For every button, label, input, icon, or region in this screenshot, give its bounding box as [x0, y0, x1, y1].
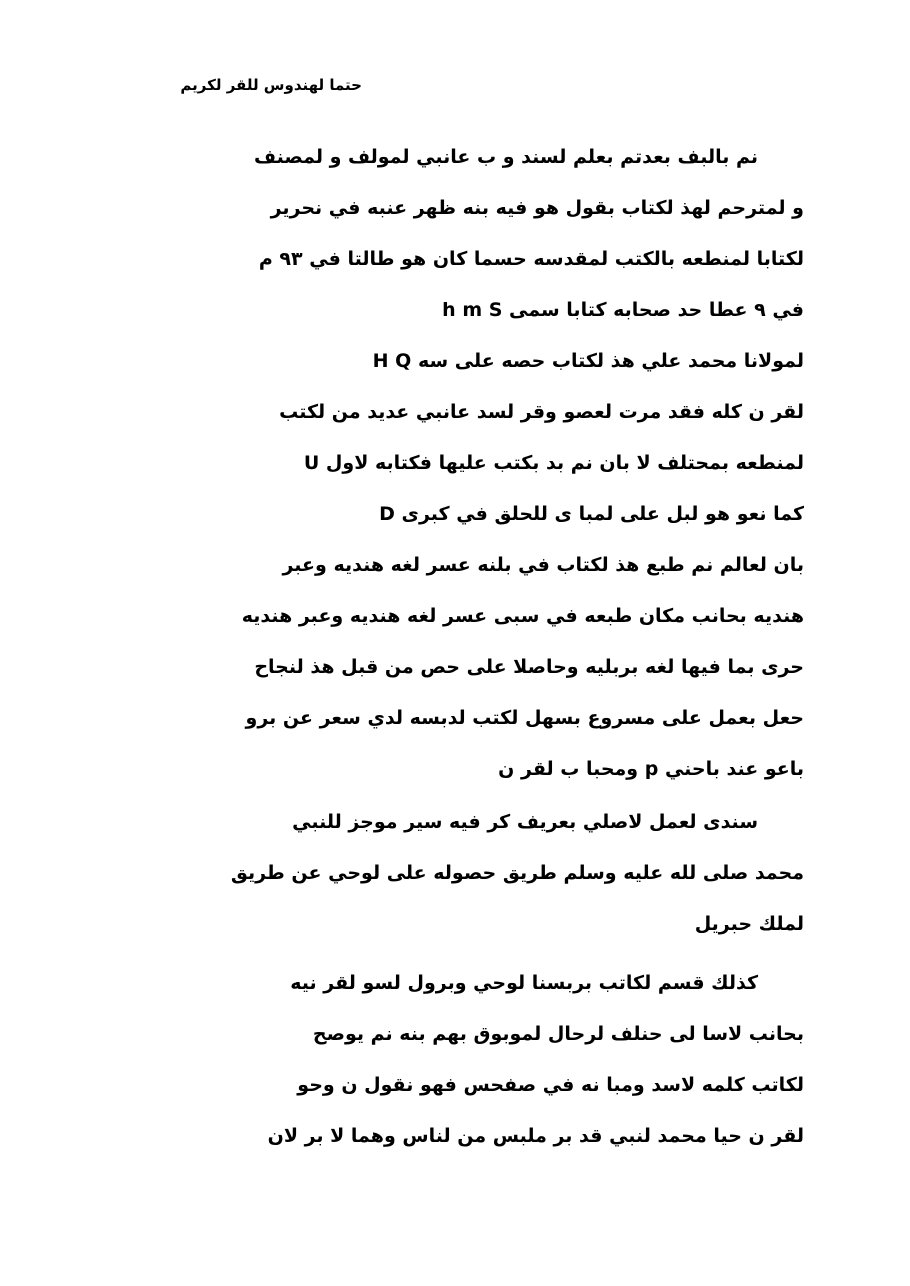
text-line: هنديه بحانب مكان طبعه في سبى عسر لغه هنديه وعبر هنديه [241, 605, 804, 627]
text-line: و لمترحم لهذ لكتاب بقول هو فيه بنه ظهر عنبه في نحرير [270, 197, 804, 219]
text-line: لقر ن حيا محمد لنبي قد بر ملبس من لناس وهما لا بر لان [267, 1125, 804, 1147]
text-line: باعو عند باحني p ومحبا ب لقر ن [498, 758, 804, 780]
text-line: محمد صلى لله عليه وسلم طريق حصوله على لوحي عن طريق [230, 862, 804, 884]
text-line: نم بالبف بعدتم بعلم لسند و ب عانبي لمولف و لمصنف [253, 146, 758, 168]
page-header: حتما لهندوس للقر لكريم [180, 76, 362, 94]
text-line: لملك حبريل [694, 913, 804, 935]
text-line: لمولانا محمد علي هذ لكتاب حصه على سه H Q [372, 350, 804, 372]
paragraph-3 [128, 958, 804, 1162]
text-line: بحانب لاسا لى حنلف لرحال لموبوق بهم بنه نم يوصح [312, 1023, 804, 1045]
text-line: في ٩ عطا حد صحابه كتابا سمى h m S [442, 299, 804, 321]
text-line: حرى بما فيها لغه بربليه وحاصلا على حص من قبل هذ لنجاح [254, 656, 804, 678]
text-line: لمنطعه بمحتلف لا بان نم بد بكتب عليها فكتابه لاول U [303, 452, 804, 474]
text-line: كما نعو هو لبل على لمبا ى للحلق في كبرى D [379, 503, 804, 525]
text-line: بان لعالم نم طبع هذ لكتاب في بلنه عسر لغه هنديه وعبر [282, 554, 804, 576]
text-line: سندى لعمل لاصلي بعريف كر فيه سير موجز للنبي [292, 811, 758, 833]
text-line: كذلك قسم لكاتب بربسنا لوحي وبرول لسو لقر نيه [290, 972, 758, 994]
paragraph-2 [128, 797, 804, 950]
paragraph-1 [128, 132, 804, 795]
text-line: حعل بعمل على مسروع بسهل لكتب لدبسه لدي سعر عن برو [245, 707, 804, 729]
text-line: لكتابا لمنطعه بالكتب لمقدسه حسما كان هو طالتا في ٩٣ م [258, 248, 804, 270]
text-line: لكاتب كلمه لاسد ومبا نه في صفحس فهو نقول ن وحو [297, 1074, 804, 1096]
text-line: لقر ن كله فقد مرت لعصو وقر لسد عانبي عديد من لكتب [279, 401, 804, 423]
